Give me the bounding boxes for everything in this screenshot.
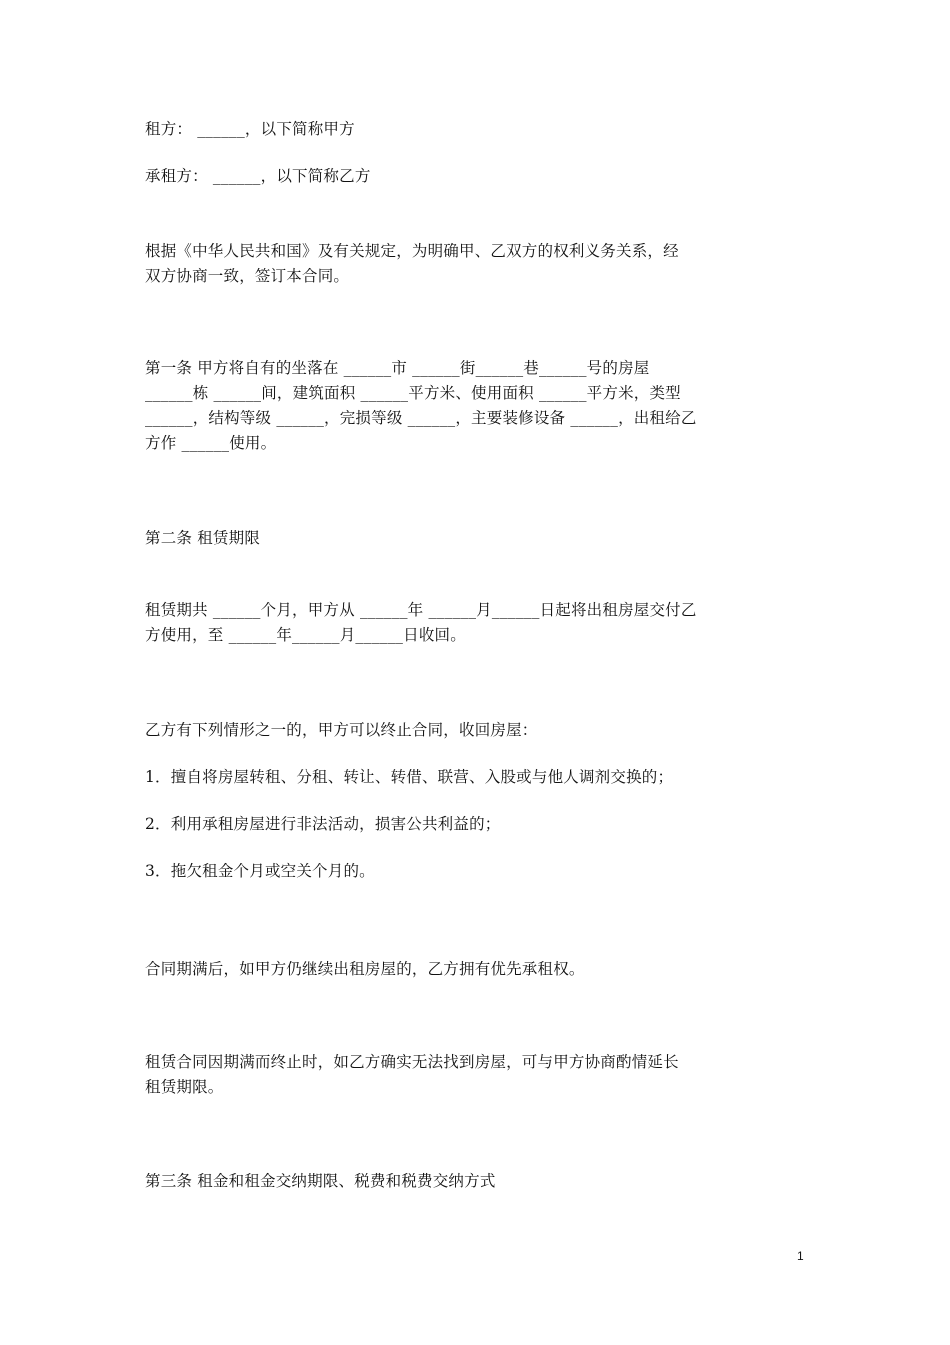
preamble-line-1: 根据《中华人民共和国》及有关规定，为明确甲、乙双方的权利义务关系，经 xyxy=(145,242,679,260)
preamble-line-2: 双方协商一致，签订本合同。 xyxy=(145,267,350,285)
lessor-line: 租方： ______，以下简称甲方 xyxy=(145,120,355,138)
article-2-heading: 第二条 租赁期限 xyxy=(145,529,261,547)
page-number: 1 xyxy=(797,1249,804,1263)
termination-intro: 乙方有下列情形之一的，甲方可以终止合同，收回房屋： xyxy=(145,721,538,739)
renewal-priority: 合同期满后，如甲方仍继续出租房屋的，乙方拥有优先承租权。 xyxy=(145,960,585,978)
termination-item-2: 2．利用承租房屋进行非法活动，损害公共利益的； xyxy=(145,815,501,833)
extension-line-2: 租赁期限。 xyxy=(145,1078,224,1096)
article-1-line-4: 方作 ______使用。 xyxy=(145,434,277,452)
article-3-heading: 第三条 租金和租金交纳期限、税费和税费交纳方式 xyxy=(145,1172,496,1190)
termination-item-1: 1．擅自将房屋转租、分租、转让、转借、联营、入股或与他人调剂交换的； xyxy=(145,768,674,786)
article-1-line-2: ______栋 ______间，建筑面积 ______平方米、使用面积 ______平方米，类型 xyxy=(145,384,681,402)
extension-line-1: 租赁合同因期满而终止时，如乙方确实无法找到房屋，可与甲方协商酌情延长 xyxy=(145,1053,679,1071)
termination-item-3: 3．拖欠租金个月或空关个月的。 xyxy=(145,862,375,880)
article-1-line-3: ______，结构等级 ______，完损等级 ______，主要装修设备 ______，出租给乙 xyxy=(145,409,697,427)
article-1-line-1: 第一条 甲方将自有的坐落在 ______市 ______街______巷______号的房屋 xyxy=(145,359,650,377)
lease-term-line-1: 租赁期共 ______个月，甲方从 ______年 ______月______日起将出租房屋交付乙 xyxy=(145,601,697,619)
lessee-line: 承租方： ______，以下简称乙方 xyxy=(145,167,371,185)
lease-term-line-2: 方使用，至 ______年______月______日收回。 xyxy=(145,626,466,644)
